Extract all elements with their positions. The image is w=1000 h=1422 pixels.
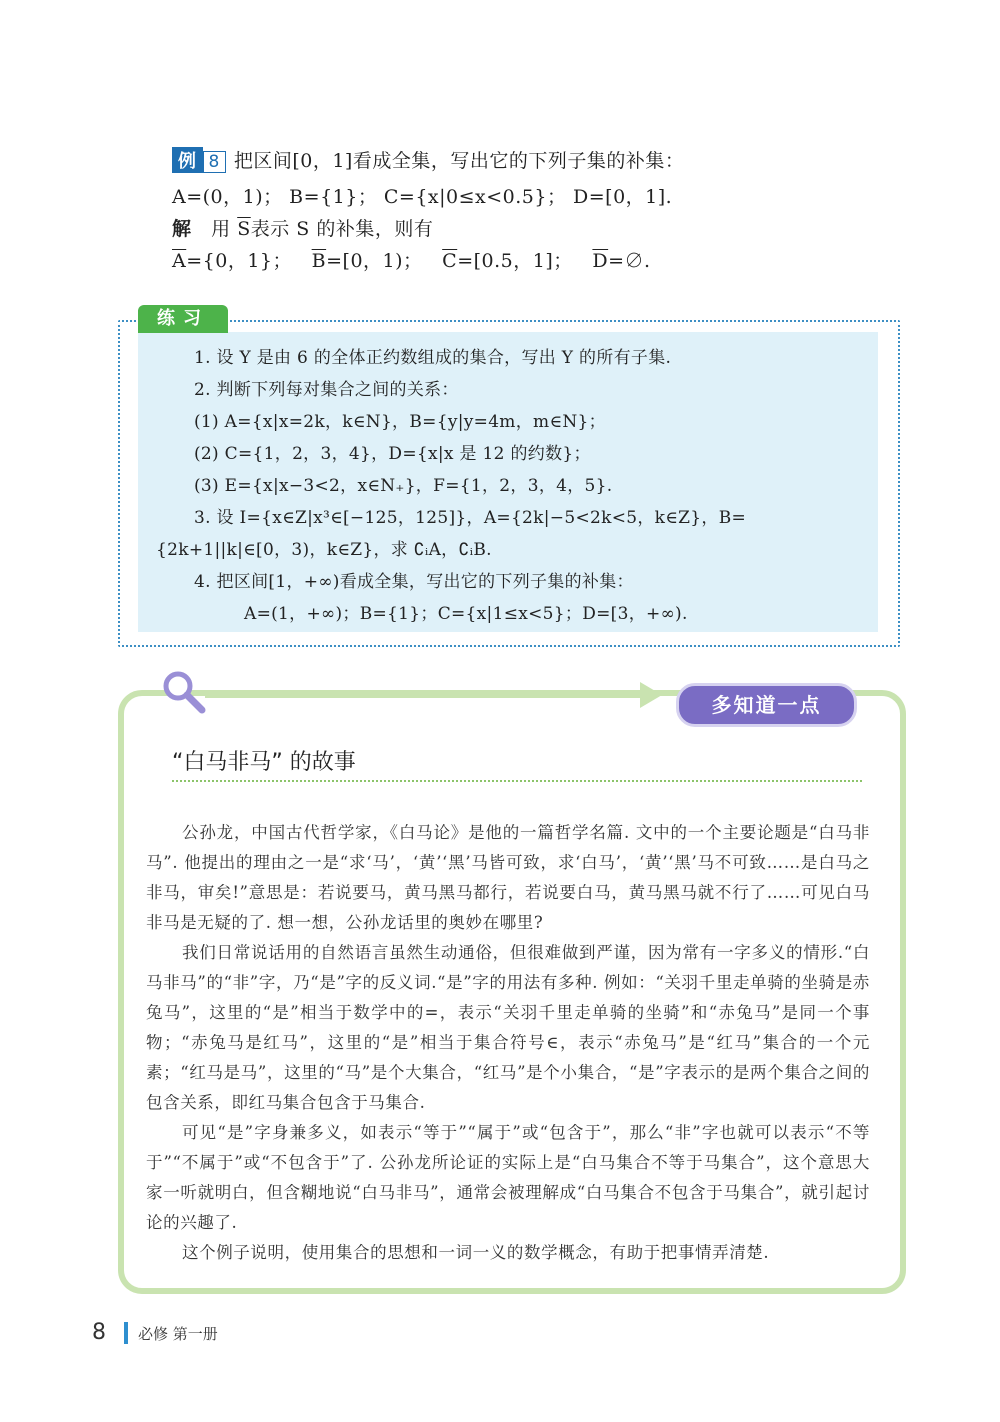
reading-paragraph-2: 我们日常说话用的自然语言虽然生动通俗，但很难做到严谨，因为常有一字多义的情形.“白马非马”的“非”字，乃“是”字的反义词.“是”字的用法有多种. 例如：“关羽千里走单骑的坐骑是赤兔马”，这里的“是”相当于数学中的=，表示“关羽千里走单骑的坐骑”和“赤兔马”是同一个事物；“赤兔马是红马”，这里的“是”相当于集合符号∈，表示“赤兔马”是“红马”集合的一个元素；“红马是马”，这里的“马”是个大集合，“红马”是个小集合，“是”字表示的是两个集合之间的包含关系，即红马集合包含于马集合. — [146, 943, 870, 1112]
answer-c-symbol: $\overline{C}$ — [442, 250, 458, 272]
arrow-icon — [640, 682, 662, 708]
example-sets: A=(0，1)； B={1}； C={x|0≤x<0.5}； D=[0，1]. — [172, 186, 673, 208]
practice-line-4: (2) C={1，2，3，4}，D={x|x 是 12 的约数}； — [194, 444, 591, 464]
arrow-line-decoration — [205, 692, 645, 698]
practice-line-9: A=(1，+∞)；B={1}；C={x|1≤x<5}；D=[3，+∞). — [244, 604, 688, 624]
answer-b-symbol: $\overline{B}$ — [311, 250, 327, 272]
reading-paragraph-1: 公孙龙，中国古代哲学家，《白马论》是他的一篇哲学名篇. 文中的一个主要论题是“白马非马”. 他提出的理由之一是“求‘马’，‘黄’‘黑’马皆可致，求‘白马’，‘黄’‘黑’马不可致……是白马之非马，审矣!”意思是：若说要马，黄马黑马都行，若说要白马，黄马黑马就不行了……可见白马非马是无疑的了. 想一想，公孙龙话里的奥妙在哪里? — [146, 823, 870, 932]
practice-line-8: 4. 把区间[1，+∞)看成全集，写出它的下列子集的补集： — [194, 572, 634, 592]
solution-intro-a: 用 — [211, 218, 231, 240]
solution-answers — [172, 246, 651, 273]
practice-tab: 练习 — [138, 305, 228, 333]
page-number: 8 — [92, 1320, 106, 1345]
reading-paragraph-4: 这个例子说明，使用集合的思想和一词一义的数学概念，有助于把事情弄清楚. — [182, 1243, 770, 1262]
answer-c-value: =[0.5，1]； — [457, 250, 573, 272]
footer-book-title: 必修 第一册 — [138, 1325, 218, 1343]
solution-intro-b: 表示 S 的补集，则有 — [250, 218, 434, 240]
reading-title: “白马非马” 的故事 — [172, 750, 356, 775]
footer-divider — [124, 1322, 128, 1344]
more-knowledge-badge: 多知道一点 — [676, 683, 857, 727]
practice-line-5: (3) E={x|x−3<2，x∈N₊}，F={1，2，3，4，5}. — [194, 476, 613, 496]
example-label: 例 — [172, 147, 203, 173]
reading-divider — [172, 780, 862, 782]
practice-line-7: {2k+1||k|∈[0，3)，k∈Z}，求 ∁ᵢA，∁ᵢB. — [156, 540, 492, 560]
practice-line-2: 2. 判断下列每对集合之间的关系： — [194, 380, 459, 400]
solution-intro — [172, 214, 433, 241]
solution-label: 解 — [172, 218, 192, 240]
example-number: 8 — [203, 151, 226, 173]
practice-line-6: 3. 设 I={x∈Z|x³∈[−125，125]}，A={2k|−5<2k<5，k∈Z}，B= — [194, 508, 747, 528]
answer-b-value: =[0，1)； — [326, 250, 423, 272]
answer-a-value: ={0，1}； — [186, 250, 293, 272]
practice-line-3: (1) A={x|x=2k，k∈N}，B={y|y=4m，m∈N}； — [194, 412, 606, 432]
solution-sbar: $\overline{S}$ — [237, 218, 251, 240]
example-prompt: 把区间[0，1]看成全集，写出它的下列子集的补集： — [233, 150, 685, 172]
practice-line-1: 1. 设 Y 是由 6 的全体正约数组成的集合，写出 Y 的所有子集. — [194, 348, 672, 368]
magnifier-icon — [160, 668, 210, 718]
answer-d-value: =∅. — [608, 250, 651, 272]
reading-paragraph-3: 可见“是”字身兼多义，如表示“等于”“属于”或“包含于”，那么“非”字也就可以表示“不等于”“不属于”或“不包含于”了. 公孙龙所论证的实际上是“白马集合不等于马集合”，这个意思大家一听就明白，但含糊地说“白马非马”，通常会被理解成“白马集合不包含于马集合”，就引起讨论的兴趣了. — [146, 1123, 870, 1232]
answer-d-symbol: $\overline{D}$ — [592, 250, 609, 272]
answer-a-symbol: $\overline{A}$ — [172, 250, 187, 272]
example-prompt-line — [172, 146, 684, 173]
